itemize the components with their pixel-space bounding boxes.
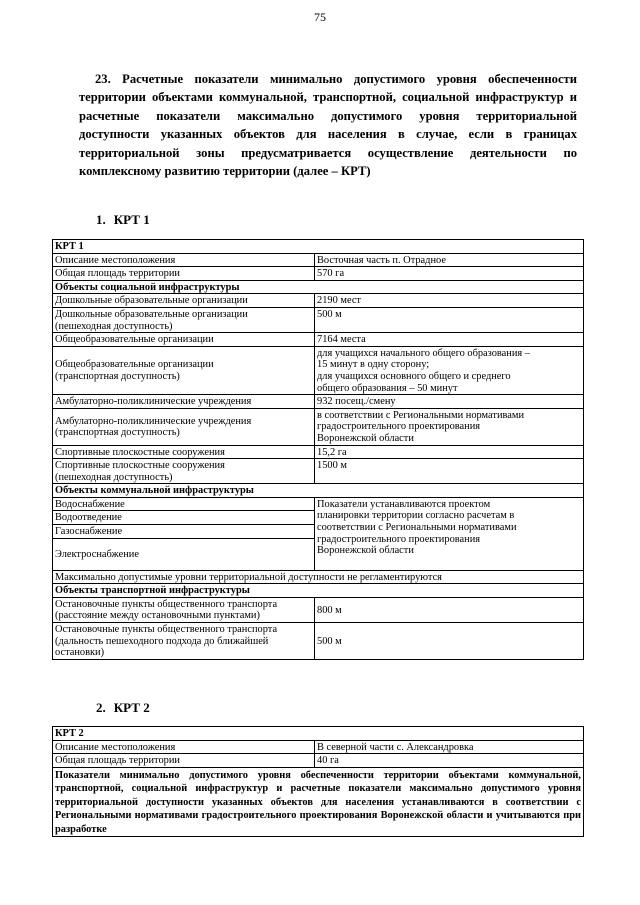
table-row	[53, 459, 584, 484]
section-1-label: КРТ 1	[113, 212, 150, 227]
row-value: Восточная часть п. Отрадное	[315, 253, 584, 267]
row-label: Амбулаторно-поликлинические учреждения (транспортная доступность)	[53, 408, 315, 445]
row-value: 570 га	[315, 267, 584, 281]
table-row	[53, 740, 584, 754]
krt1-table	[52, 239, 584, 660]
heading-text: 23. Расчетные показатели минимально допустимого уровня обеспеченности территории объектами коммунальной, транспортной, социальной инфраструктур и расчетные показатели максимально допустимого уровня территориальной доступности указанных объектов для населения в случае, если в границах территориальной зоны предусматривается осуществление деятельности по комплексному развитию территории (далее – КРТ)	[79, 72, 577, 179]
krt2-table	[52, 726, 584, 837]
row-value: В северной части с. Александровка	[315, 740, 584, 754]
section-1-title	[96, 212, 158, 228]
row-label: Общая площадь территории	[53, 267, 315, 281]
row-value: в соответствии с Региональными нормативами градостроительного проектирования Воронежской области	[315, 408, 584, 445]
row-value: 500 м	[315, 623, 584, 660]
table-row	[53, 240, 584, 254]
row-label: Общая площадь территории	[53, 754, 315, 768]
page-number: 75	[314, 10, 326, 24]
row-value: 1500 м	[315, 459, 584, 484]
table-row	[53, 280, 584, 294]
table-row	[53, 395, 584, 409]
section-1-number: 1.	[96, 212, 106, 227]
krt2-note: Показатели минимально допустимого уровня обеспеченности территории объектами коммунальной, транспортной, социальной инфраструктур и расчетные показатели максимально допустимого уровня территориальной доступности указанных объектов для населения устанавливаются в соответствии с Региональными нормативами градостроительного проектирования Воронежской области и учитываются при разработке	[53, 767, 584, 837]
row-label: Общеобразовательные организации	[53, 333, 315, 347]
row-value: 932 посещ./смену	[315, 395, 584, 409]
row-label: Остановочные пункты общественного транспорта (дальность пешеходного подхода до ближайшей остановки)	[53, 623, 315, 660]
row-label: Амбулаторно-поликлинические учреждения	[53, 395, 315, 409]
row-value: 40 га	[315, 754, 584, 768]
row-value: для учащихся начального общего образования – 15 минут в одну сторону; для учащихся основного общего и среднего общего образования – 50 минут	[315, 346, 584, 394]
row-label: Водоотведение	[53, 511, 315, 525]
table-row	[53, 570, 584, 584]
row-label: Общеобразовательные организации (транспортная доступность)	[53, 346, 315, 394]
row-label: Остановочные пункты общественного транспорта (расстояние между остановочными пунктами)	[53, 597, 315, 622]
row-label: Дошкольные образовательные организации	[53, 294, 315, 308]
communal-header: Объекты коммунальной инфраструктуры	[53, 484, 584, 498]
table-row	[53, 346, 584, 394]
krt1-title: КРТ 1	[53, 240, 584, 254]
row-label: Спортивные плоскостные сооружения	[53, 445, 315, 459]
row-label: Дошкольные образовательные организации (пешеходная доступность)	[53, 307, 315, 332]
table-row	[53, 408, 584, 445]
communal-value: Показатели устанавливаются проектом планировки территории согласно расчетам в соответствии с Региональными нормативами градостроительного проектирования Воронежской области	[315, 497, 584, 570]
row-value: 800 м	[315, 597, 584, 622]
table-row	[53, 307, 584, 332]
row-value: 7164 места	[315, 333, 584, 347]
table-row	[53, 294, 584, 308]
row-value: 500 м	[315, 307, 584, 332]
table-row	[53, 267, 584, 281]
row-label: Электроснабжение	[53, 538, 315, 570]
row-label: Описание местоположения	[53, 253, 315, 267]
section-2-label: КРТ 2	[113, 700, 150, 715]
section-heading	[79, 70, 577, 180]
communal-note: Максимально допустимые уровни территориальной доступности не регламентируются	[53, 570, 584, 584]
table-row	[53, 445, 584, 459]
krt2-title: КРТ 2	[53, 727, 584, 741]
table-row	[53, 253, 584, 267]
table-row	[53, 754, 584, 768]
section-2-title	[96, 700, 158, 716]
table-row	[53, 333, 584, 347]
row-label: Спортивные плоскостные сооружения (пешеходная доступность)	[53, 459, 315, 484]
table-row	[53, 497, 584, 511]
row-value: 2190 мест	[315, 294, 584, 308]
table-row	[53, 727, 584, 741]
table-row	[53, 584, 584, 598]
table-row	[53, 767, 584, 837]
row-value: 15,2 га	[315, 445, 584, 459]
table-row	[53, 597, 584, 622]
table-row	[53, 484, 584, 498]
social-header: Объекты социальной инфраструктуры	[53, 280, 584, 294]
table-row	[53, 623, 584, 660]
row-label: Описание местоположения	[53, 740, 315, 754]
section-2-number: 2.	[96, 700, 106, 715]
row-label: Газоснабжение	[53, 525, 315, 539]
transport-header: Объекты транспортной инфраструктуры	[53, 584, 584, 598]
row-label: Водоснабжение	[53, 497, 315, 511]
